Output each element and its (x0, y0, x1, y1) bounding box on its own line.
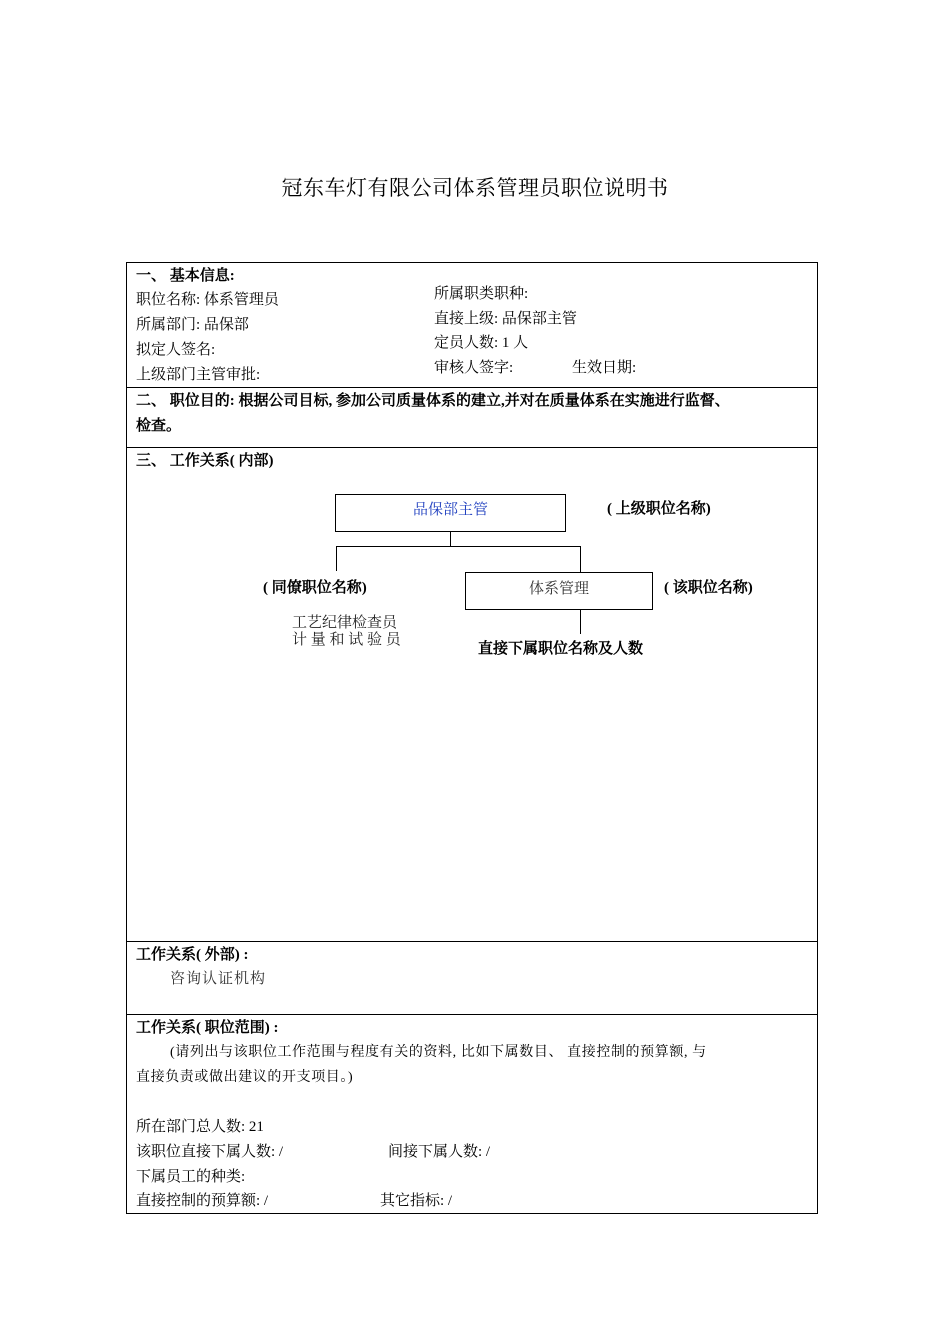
reviewer-sign: 审核人签字: (434, 360, 514, 376)
job-category: 所属职类职种: (434, 286, 529, 302)
superior-approval: 上级部门主管审批: (136, 367, 261, 383)
job-description-table (126, 262, 818, 1214)
subordinates-caption: 直接下属职位名称及人数 (478, 641, 644, 657)
divider (127, 1014, 817, 1015)
purpose-line-1: 二、 职位目的: 根据公司目标, 参加公司质量体系的建立,并对在质量体系在实施进行监督、 (136, 393, 730, 409)
connector-line (580, 609, 581, 634)
peer-caption: ( 同僚职位名称) (263, 580, 367, 596)
this-position-box: 体系管理 (465, 572, 653, 610)
purpose-line-2: 检查。 (136, 418, 182, 434)
this-position-caption: ( 该职位名称) (664, 580, 753, 596)
budget: 直接控制的预算额: / (136, 1193, 269, 1209)
peer-position: 工艺纪律检查员 (292, 615, 398, 631)
department: 所属部门: 品保部 (136, 317, 249, 333)
divider (127, 447, 817, 448)
divider (127, 941, 817, 942)
drafter-sign: 拟定人签名: (136, 342, 216, 358)
superior-caption: ( 上级职位名称) (607, 501, 711, 517)
superior-position-box: 品保部主管 (335, 494, 566, 532)
section3-heading: 三、 工作关系( 内部) (136, 453, 274, 469)
dept-total: 所在部门总人数: 21 (136, 1119, 264, 1135)
direct-superior: 直接上级: 品保部主管 (434, 311, 577, 327)
connector-line (450, 531, 451, 546)
scope-note-line-2: 直接负责或做出建议的开支项目。) (136, 1070, 354, 1085)
external-item: 咨询认证机构 (170, 971, 267, 987)
external-heading: 工作关系( 外部) : (136, 947, 249, 963)
effective-date: 生效日期: (572, 360, 637, 376)
indirect-subordinates: 间接下属人数: / (388, 1144, 491, 1160)
connector-line (580, 546, 581, 572)
section1-heading: 一、 基本信息: (136, 268, 235, 284)
peer-position: 计 量 和 试 验 员 (292, 632, 401, 648)
scope-note-line-1: (请列出与该职位工作范围与程度有关的资料, 比如下属数目、 直接控制的预算额, 与 (170, 1045, 707, 1060)
page-title: 冠东车灯有限公司体系管理员职位说明书 (281, 176, 669, 200)
scope-heading: 工作关系( 职位范围) : (136, 1020, 279, 1036)
direct-subordinates: 该职位直接下属人数: / (136, 1144, 284, 1160)
headcount: 定员人数: 1 人 (434, 335, 529, 351)
position-name: 职位名称: 体系管理员 (136, 292, 279, 308)
other-indicators: 其它指标: / (380, 1193, 453, 1209)
connector-line (336, 546, 337, 571)
divider (127, 387, 817, 388)
staff-types: 下属员工的种类: (136, 1169, 246, 1185)
connector-line (336, 546, 581, 547)
